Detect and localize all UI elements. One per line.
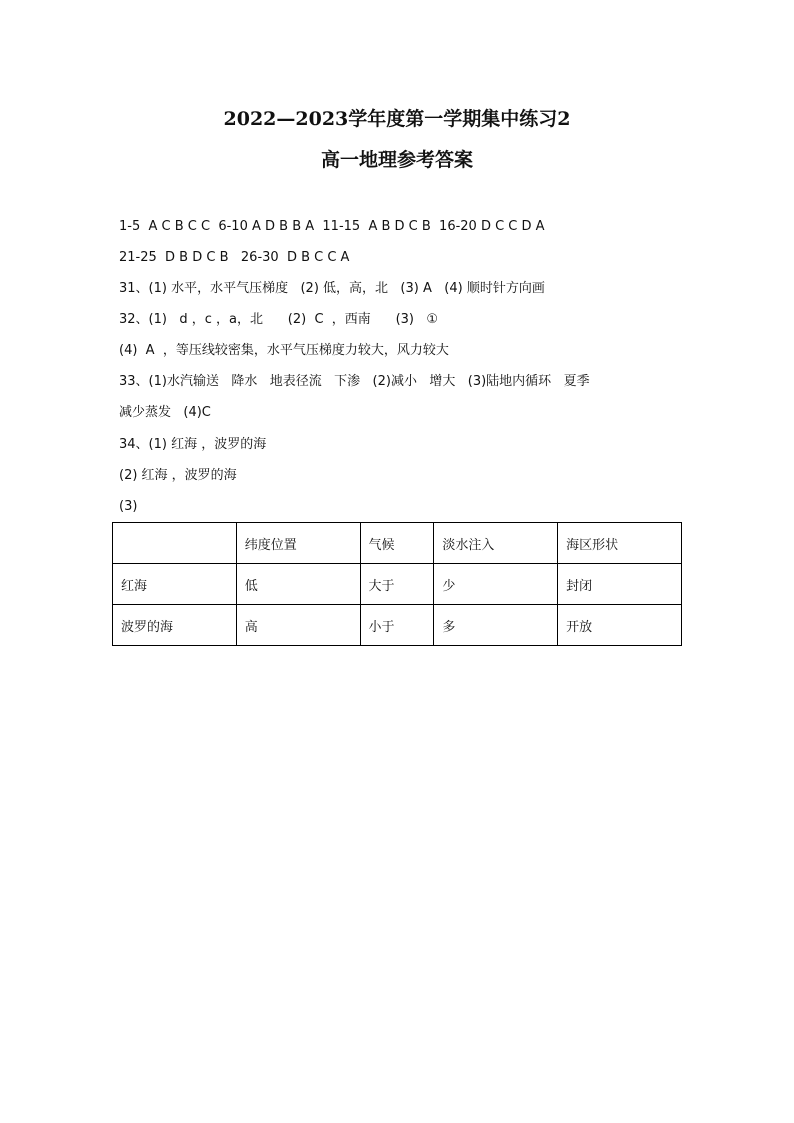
answer-line-34: 34、(1) 红海 ，波罗的海 — [119, 437, 267, 452]
table-cell: 小于 — [360, 605, 434, 646]
table-cell: 波罗的海 — [113, 605, 237, 646]
answer-line-33: 33、(1)水汽输送 降水 地表径流 下渗 (2)减小 增大 (3)陆地内循环 夏季 — [119, 374, 590, 389]
answer-line-33-cont: 减少蒸发 (4)C — [119, 405, 211, 420]
table-header-cell: 海区形状 — [558, 523, 682, 564]
table-row — [113, 564, 682, 605]
table-header-cell: 纬度位置 — [236, 523, 360, 564]
table-cell: 红海 — [113, 564, 237, 605]
document-title: 2022—2023学年度第一学期集中练习2 — [223, 108, 571, 130]
table-header-row — [113, 523, 682, 564]
table-cell: 少 — [434, 564, 558, 605]
table-cell: 低 — [236, 564, 360, 605]
table-cell: 多 — [434, 605, 558, 646]
answer-line-32: 32、(1) d ，c ，a，北 (2) C ，西南 (3) ① — [119, 312, 439, 327]
comparison-table — [112, 522, 682, 646]
answer-line-34-part3: (3) — [119, 499, 138, 514]
document-subtitle: 高一地理参考答案 — [320, 149, 473, 171]
table-row — [113, 605, 682, 646]
answer-line-21-30: 21-25 D B D C B 26-30 D B C C A — [119, 250, 350, 265]
table-header-cell — [113, 523, 237, 564]
table-cell: 开放 — [558, 605, 682, 646]
answer-line-32-part4: (4) A ，等压线较密集，水平气压梯度力较大，风力较大 — [119, 343, 449, 358]
answer-line-31: 31、(1) 水平，水平气压梯度 (2) 低，高，北 (3) A (4) 顺时针方向画 — [119, 281, 545, 296]
table-cell: 封闭 — [558, 564, 682, 605]
table-header-cell: 淡水注入 — [434, 523, 558, 564]
answer-line-34-part2: (2) 红海 ，波罗的海 — [119, 468, 237, 483]
table-header-cell: 气候 — [360, 523, 434, 564]
answer-line-1-20: 1-5 A C B C C 6-10 A D B B A 11-15 A B D C B 16-20 D C C D A — [119, 219, 545, 234]
table-cell: 高 — [236, 605, 360, 646]
table-cell: 大于 — [360, 564, 434, 605]
